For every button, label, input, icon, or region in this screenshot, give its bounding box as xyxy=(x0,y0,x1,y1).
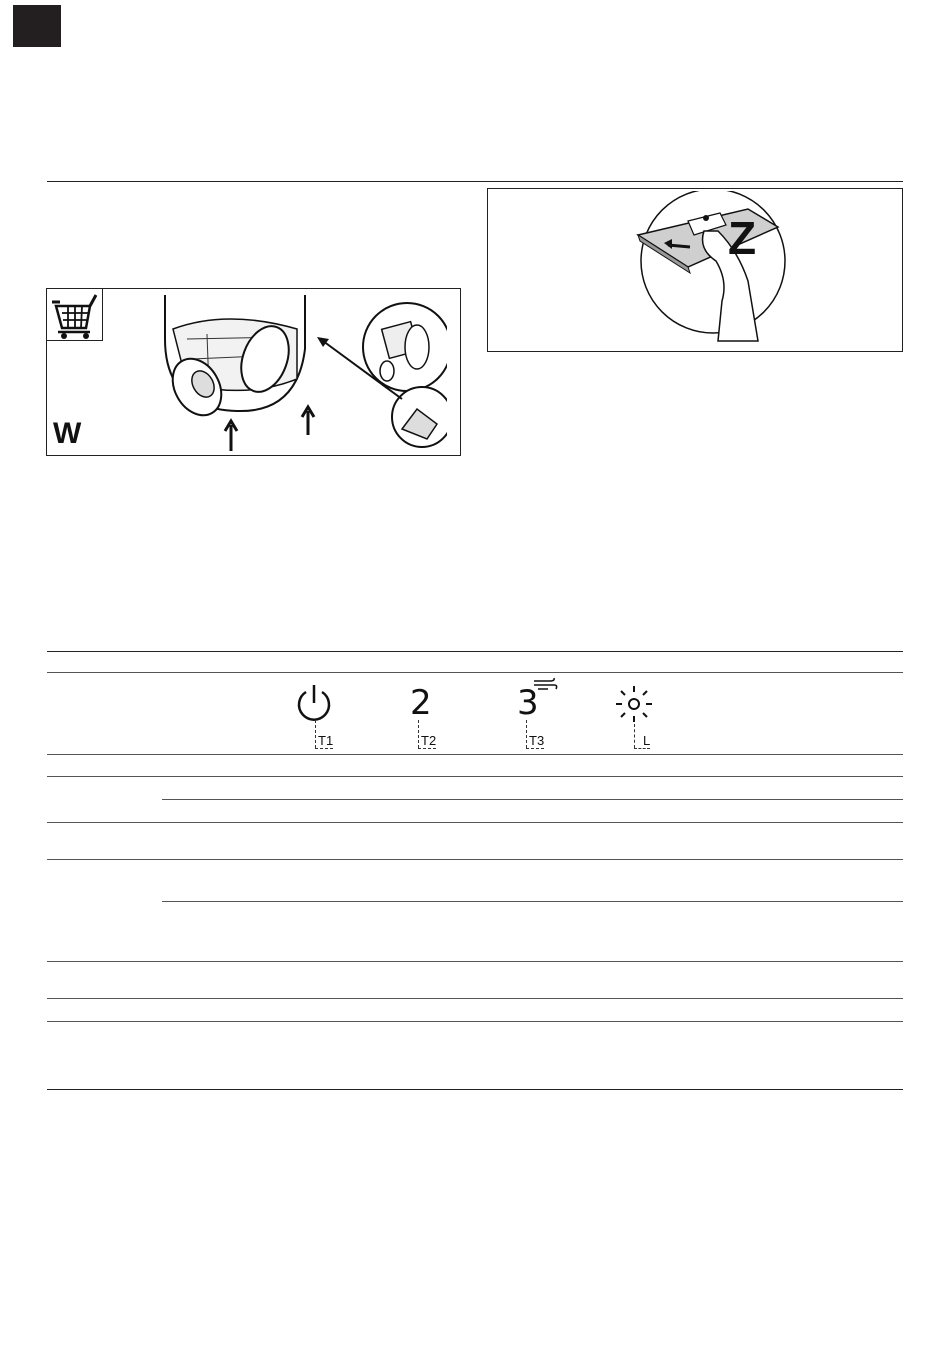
table-row-rule xyxy=(47,822,903,823)
figure-letter-w: W xyxy=(53,417,82,450)
table-row-rule xyxy=(47,776,903,777)
t3-leader xyxy=(526,720,527,748)
power-icon xyxy=(294,683,334,723)
table-bottom-rule xyxy=(47,1089,903,1090)
touch-panel-illustration xyxy=(618,191,818,351)
table-row-rule xyxy=(47,859,903,860)
t2-label: T2 xyxy=(421,733,437,748)
corner-tab xyxy=(13,5,61,47)
figure-z xyxy=(487,188,903,352)
table-header-rule xyxy=(47,672,903,673)
t1-leader-base xyxy=(315,748,333,749)
table-row-rule xyxy=(47,961,903,962)
l-leader xyxy=(634,724,635,748)
boost-wind-icon xyxy=(532,676,558,692)
section-divider xyxy=(47,181,903,182)
shopping-cart-icon xyxy=(48,290,102,340)
t3-label: T3 xyxy=(529,733,545,748)
table-subrow-rule xyxy=(162,901,903,902)
table-row-rule xyxy=(47,998,903,999)
light-icon xyxy=(612,682,656,726)
control-l[interactable] xyxy=(612,682,656,726)
t2-leader-base xyxy=(418,748,436,749)
filter-removal-illustration xyxy=(147,289,447,455)
speed-2-icon[interactable]: 2 xyxy=(410,683,432,723)
t1-leader xyxy=(315,720,316,748)
l-leader-base xyxy=(634,748,650,749)
l-label: L xyxy=(643,733,651,748)
figure-letter-z: Z xyxy=(728,212,757,264)
table-top-rule xyxy=(47,651,903,652)
table-subrow-rule xyxy=(162,799,903,800)
speed-3-boost-icon[interactable]: 3 xyxy=(517,683,539,723)
figure-w xyxy=(46,288,461,456)
cart-badge xyxy=(47,289,103,341)
table-row-rule xyxy=(47,754,903,755)
t3-leader-base xyxy=(526,748,544,749)
t1-label: T1 xyxy=(318,733,334,748)
table-row-rule xyxy=(47,1021,903,1022)
t2-leader xyxy=(418,720,419,748)
